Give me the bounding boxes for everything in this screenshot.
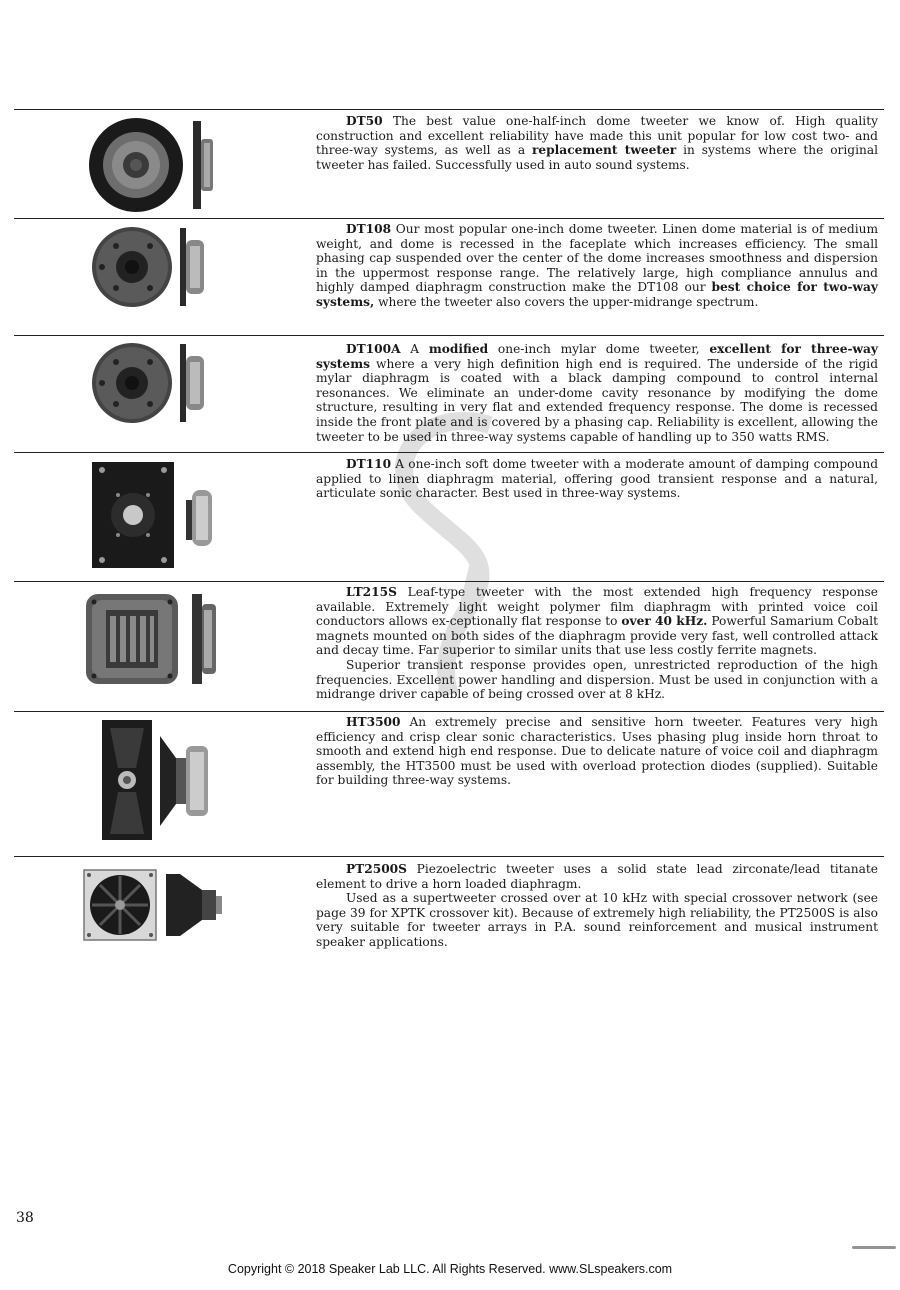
product-description — [316, 862, 878, 950]
body-text: where the tweeter also covers the upper-midrange spectrum. — [374, 294, 759, 309]
round-dome-tweeter-photo — [80, 115, 240, 215]
copyright-footer: Copyright © 2018 Speaker Lab LLC. All Rights Reserved. www.SLspeakers.com — [227, 1262, 673, 1276]
model-name: DT108 — [346, 222, 392, 236]
divider — [14, 335, 884, 336]
model-name: DT100A — [346, 342, 401, 356]
body-text: Used as a supertweeter crossed over at 10 kHz with special crossover network (see page 39 for XPTK crossover kit). Because of extremely high reliability, the PT2500S is also very suitable for tweeter arrays in P.A. sound reinforcement and musical instrument speaker applications. — [316, 891, 878, 949]
scan-mark — [852, 1246, 896, 1249]
description-paragraph — [316, 891, 878, 949]
body-text: An extremely precise and sensitive horn tweeter. Features very high efficiency and crisp clear sonic characteristics. Uses phasing plug inside horn throat to smooth and extend high end response. Due to delicate nature of voice coil and diaphragm assembly, the HT3500 must be used with overload protection diodes (supplied). Suitable for building three-way systems. — [316, 715, 878, 788]
model-name: PT2500S — [346, 862, 407, 876]
body-text: where a very high definition high end is required. The underside of the rigid mylar diaphragm is coated with a black damping compound to control internal resonances. We eliminate an under-dome cavity resonance by modifying the dome structure, resulting in very flat and extended frequency response. The dome is recessed inside the front plate and is covered by a phasing cap. Reliability is excellent, allowing the tweeter to be used in three-way systems capable of handling up to 350 watts RMS. — [316, 356, 878, 444]
description-paragraph — [316, 114, 878, 172]
body-text: one-inch mylar dome tweeter, — [488, 342, 710, 356]
body-text: The best value one-half-inch dome tweeter we know of. High quality construction and excellent reliability have made this unit popular for low cost two- and three-way systems, as well as a — [316, 114, 878, 158]
body-text: Powerful Samarium Cobalt magnets mounted on both sides of the diaphragm provide very fast, well controlled attack and decay time. Far superior to similar units that use less costly ferrite magnets. — [316, 614, 878, 658]
product-description — [316, 457, 878, 501]
piezo-tweeter-photo — [80, 868, 240, 942]
description-paragraph — [316, 862, 878, 891]
round-dome-tweeter-photo — [80, 342, 240, 424]
model-name: DT110 — [346, 457, 392, 471]
model-name: HT3500 — [346, 715, 401, 729]
description-paragraph — [316, 715, 878, 788]
description-paragraph — [316, 658, 878, 702]
emphasis-text: modified — [428, 342, 489, 356]
square-dome-tweeter-photo — [80, 460, 240, 570]
divider — [14, 109, 884, 110]
emphasis-text: excellent for three-way systems — [316, 342, 879, 371]
product-description — [316, 114, 878, 172]
description-paragraph — [316, 342, 878, 444]
body-text: A — [410, 342, 429, 356]
model-name: DT50 — [346, 114, 383, 128]
body-text: A one-inch soft dome tweeter with a moderate amount of damping compound applied to linen diaphragm material, offering good transient response and a natural, articulate sonic character. Best used in three-way systems. — [316, 457, 878, 501]
divider — [14, 711, 884, 712]
divider — [14, 218, 884, 219]
divider — [14, 856, 884, 857]
body-text: Our most popular one-inch dome tweeter. Linen dome material is of medium weight, and dome is recessed in the faceplate which increases efficiency. The small phasing cap suspended over the center of the dome increases smoothness and dispersion in the uppermost response range. The relatively large, high compliance annulus and highly damped diaphragm construction make the DT108 our — [316, 222, 879, 295]
horn-tweeter-photo — [80, 718, 240, 844]
description-paragraph — [316, 457, 878, 501]
product-description — [316, 342, 878, 444]
emphasis-text: replacement tweeter — [531, 143, 677, 158]
product-description — [316, 585, 878, 702]
leaf-tweeter-photo — [80, 590, 240, 686]
divider — [14, 452, 884, 453]
model-name: LT215S — [346, 585, 397, 599]
page-number: 38 — [16, 1210, 34, 1226]
divider — [14, 581, 884, 582]
body-text: Superior transient response provides open, unrestricted reproduction of the high frequencies. Excellent power handling and dispersion. Must be used in conjunction with a midrange driver capable of being crossed over at 8 kHz. — [316, 657, 878, 702]
emphasis-text: over 40 kHz. — [621, 614, 708, 629]
body-text: in systems where the original tweeter has failed. Successfully used in auto sound systems. — [316, 143, 878, 172]
product-description — [316, 222, 878, 310]
round-dome-tweeter-photo — [80, 226, 240, 308]
body-text: Piezoelectric tweeter uses a solid state lead zirconate/lead titanate element to drive a horn loaded diaphragm. — [316, 862, 879, 891]
body-text: Leaf-type tweeter with the most extended high frequency response available. Extremely light weight polymer film diaphragm with printed voice coil conductors allows ex-ceptionally flat response to — [316, 585, 879, 629]
description-paragraph — [316, 222, 878, 310]
emphasis-text: best choice for two-way systems, — [316, 280, 878, 309]
description-paragraph — [316, 585, 878, 658]
product-description — [316, 715, 878, 788]
